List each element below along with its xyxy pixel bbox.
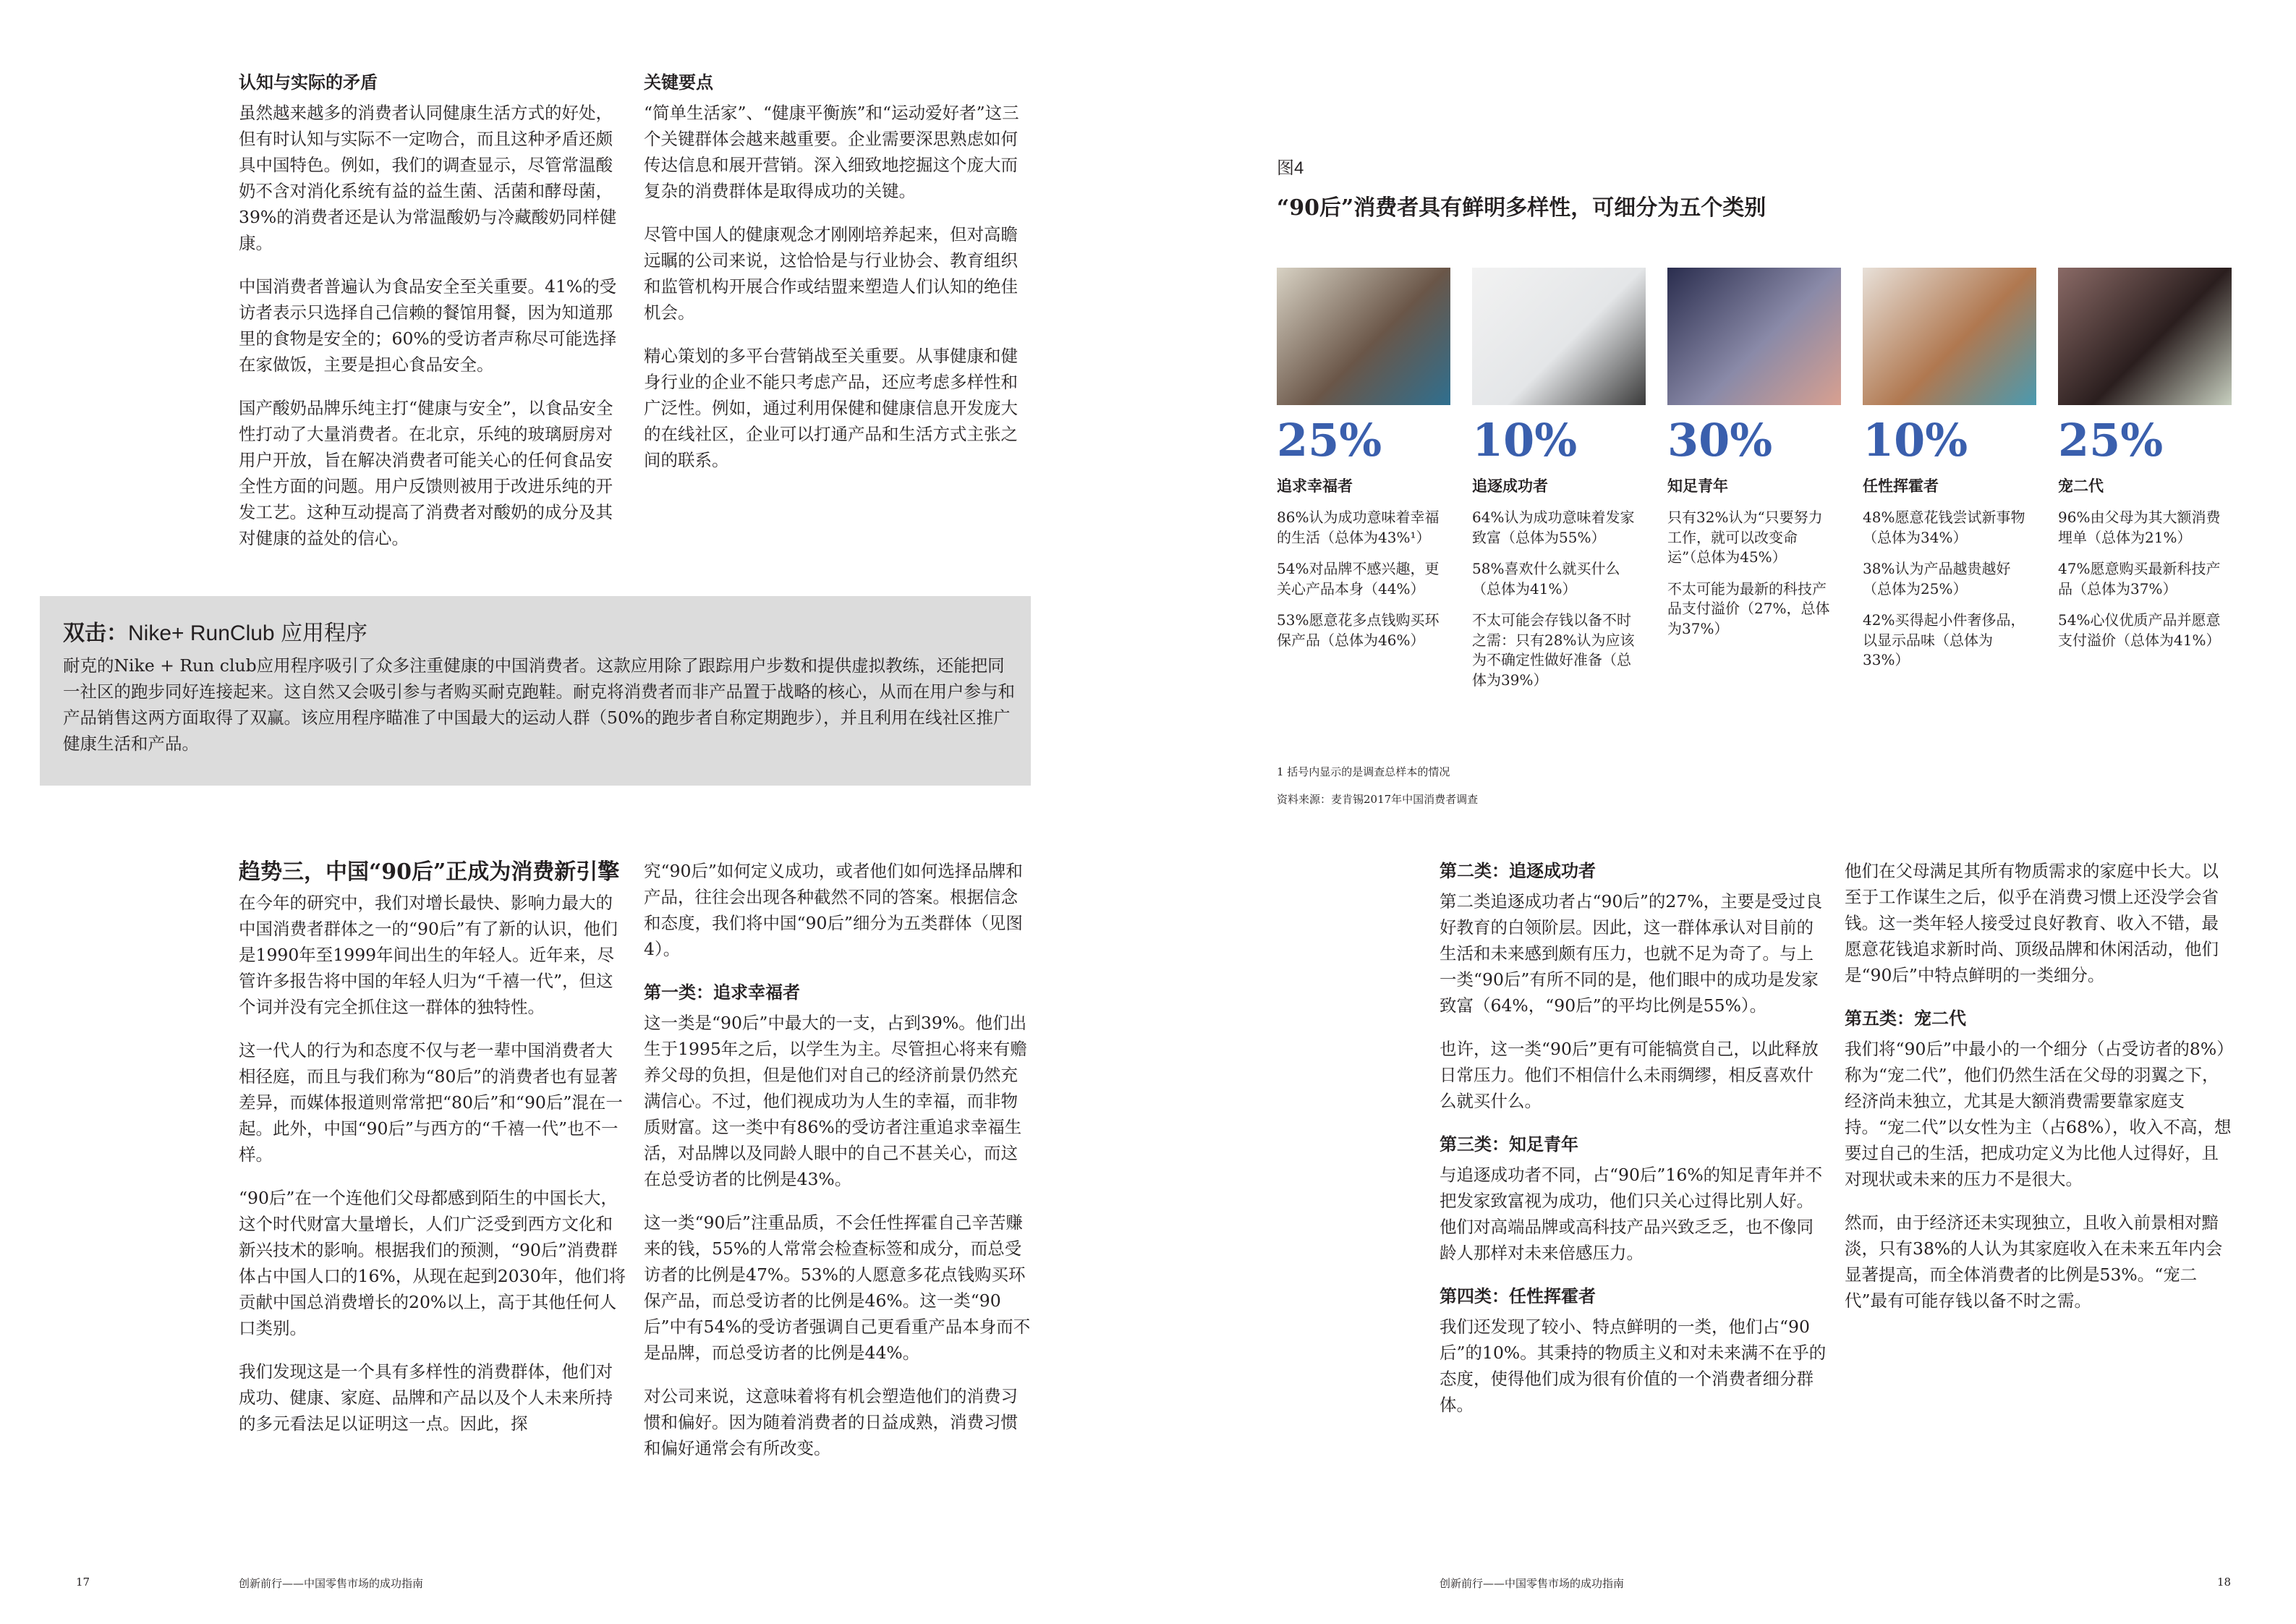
paragraph: 第二类追逐成功者占“90后”的27%，主要是受过良好教育的白领阶层。因此，这一群体承认对目前的生活和未来感到颇有压力，也就不足为奇了。与上一类“90后”有所不同的是，他们眼中的成功是发家致富（64%，“90后”的平均比例是55%）。	[1440, 891, 1823, 1016]
paragraph: 中国消费者普遍认为食品安全至关重要。41%的受访者表示只选择自己信赖的餐馆用餐，因为知道那里的食物是安全的；60%的受访者声称尽可能选择在家做饭，主要是担心食品安全。	[239, 276, 617, 375]
figure-title: “90后”消费者具有鲜明多样性，可细分为五个类别	[1277, 195, 1766, 221]
section-heading: 认知与实际的矛盾	[239, 72, 378, 93]
segment-column	[1277, 268, 1450, 650]
segment-stat: 47%愿意购买最新科技产品（总体为37%）	[2058, 560, 2221, 598]
paragraph: 这一类是“90后”中最大的一支，占到39%。他们出生于1995年之后，以学生为主。尽管担心将来有赡养父母的负担，但是他们对自己的经济前景仍然充满信心。不过，他们视成功为人生的幸福，而非物质财富。这一类中有86%的受访者注重追求幸福生活，对品牌以及同龄人眼中的自己不甚关心，而这在总受访者的比例是43%。	[644, 1013, 1027, 1189]
segment-name: 追逐成功者	[1472, 477, 1548, 495]
segment-stat: 38%认为产品越贵越好（总体为25%）	[1863, 560, 2011, 598]
figure-footnote: 1 括号内显示的是调查总样本的情况	[1277, 765, 1450, 778]
segment-column	[1667, 268, 1841, 639]
section-trend-three-cont	[644, 858, 1034, 1479]
subsection-heading: 第三类：知足青年	[1440, 1134, 1578, 1155]
paragraph: 这一代人的行为和态度不仅与老一辈中国消费者大相径庭，而且与我们称为“80后”的消费者也有显著差异，而媒体报道则常常把“80后”和“90后”混在一起。此外，中国“90后”与西方的“千禧一代”也不一样。	[239, 1040, 623, 1165]
segment-percent: 30%	[1667, 414, 1773, 467]
segment-photo	[1667, 268, 1841, 405]
callout-title-prefix: 双击：	[63, 621, 128, 646]
segment-name: 任性挥霍者	[1863, 477, 1939, 495]
segment-name: 知足青年	[1667, 477, 1728, 495]
segment-stat: 54%心仪优质产品并愿意支付溢价（总体为41%）	[2058, 611, 2221, 649]
figure-source: 资料来源：麦肯锡2017年中国消费者调查	[1277, 793, 1479, 806]
paragraph: 这一类“90后”注重品质，不会任性挥霍自己辛苦赚来的钱，55%的人常常会检查标签和成分，而总受访者的比例是47%。53%的人愿意多花点钱购买环保产品，而总受访者的比例是46%。这一类“90后”中有54%的受访者强调自己更看重产品本身而不是品牌，而总受访者的比例是44%。	[644, 1212, 1031, 1363]
section-key-points	[644, 69, 1034, 490]
paragraph: 也许，这一类“90后”更有可能犒赏自己，以此释放日常压力。他们不相信什么未雨绸缪，相反喜欢什么就买什么。	[1440, 1039, 1819, 1111]
segment-name: 宠二代	[2058, 477, 2104, 495]
section-perception-vs-reality	[239, 69, 629, 569]
callout-title-main: Nike+ RunClub 应用程序	[128, 621, 367, 645]
subsection-heading: 第四类：任性挥霍者	[1440, 1285, 1596, 1306]
segment-stat: 48%愿意花钱尝试新事物（总体为34%）	[1863, 509, 2025, 546]
segment-percent: 25%	[1277, 414, 1382, 467]
paragraph: 我们发现这是一个具有多样性的消费群体，他们对成功、健康、家庭、品牌和产品以及个人未来所持的多元看法足以证明这一点。因此，探	[239, 1361, 613, 1434]
segment-stat: 86%认为成功意味着幸福的生活（总体为43%¹）	[1277, 509, 1440, 546]
section-trend-three	[239, 858, 629, 1454]
callout-box-nike	[40, 596, 1031, 786]
paragraph: 我们将“90后”中最小的一个细分（占受访者的8%）称为“宠二代”，他们仍然生活在父母的羽翼之下，经济尚未独立，尤其是大额消费需要靠家庭支持。“宠二代”以女性为主（占68%），收入不高，想要过自己的生活，把成功定义为比他人过得好，且对现状或未来的压力不是很大。	[1845, 1039, 2234, 1189]
segment-percent: 10%	[1863, 414, 1968, 467]
segment-percent: 25%	[2058, 414, 2164, 467]
segment-column	[1863, 268, 2036, 671]
paragraph: 尽管中国人的健康观念才刚刚培养起来，但对高瞻远瞩的公司来说，这恰恰是与行业协会、教育组织和监管机构开展合作或结盟来塑造人们认知的绝佳机会。	[644, 224, 1018, 323]
segment-stat: 42%买得起小件奢侈品，以显示品味（总体为33%）	[1863, 611, 2025, 668]
segment-photo	[1472, 268, 1646, 405]
subsection-heading: 第一类：追求幸福者	[644, 982, 800, 1003]
paragraph: 国产酸奶品牌乐纯主打“健康与安全”，以食品安全性打动了大量消费者。在北京，乐纯的玻璃厨房对用户开放，旨在解决消费者可能关心的任何食品安全性方面的问题。用户反馈则被用于改进乐纯的开发工艺。这种互动提高了消费者对酸奶的成分及其对健康的益处的信心。	[239, 398, 613, 548]
segment-photo	[2058, 268, 2232, 405]
segment-column	[2058, 268, 2232, 650]
segment-stat: 58%喜欢什么就买什么（总体为41%）	[1472, 560, 1620, 598]
page-number: 17	[76, 1576, 90, 1589]
paragraph: 与追逐成功者不同，占“90后”16%的知足青年并不把发家致富视为成功，他们只关心过得比别人好。他们对高端品牌或高科技产品兴致乏乏，也不像同龄人那样对未来倍感压力。	[1440, 1165, 1823, 1263]
section-types-2-4	[1440, 858, 1830, 1435]
paragraph: 然而，由于经济还未实现独立，且收入前景相对黯淡，只有38%的人认为其家庭收入在未来五年内会显著提高，而全体消费者的比例是53%。“宠二代”最有可能存钱以备不时之需。	[1845, 1212, 2223, 1311]
segment-stat: 只有32%认为“只要努力工作，就可以改变命运”（总体为45%）	[1667, 509, 1823, 566]
segment-column	[1472, 268, 1646, 690]
segment-stat: 不太可能会存钱以备不时之需：只有28%认为应该为不确定性做好准备（总体为39%）	[1472, 611, 1635, 689]
figure-label: 图4	[1277, 158, 1304, 178]
paragraph: 虽然越来越多的消费者认同健康生活方式的好处，但有时认知与实际不一定吻合，而且这种矛盾还颇具中国特色。例如，我们的调查显示，尽管常温酸奶不含对消化系统有益的益生菌、活菌和酵母菌，39%的消费者还是认为常温酸奶与冷藏酸奶同样健康。	[239, 103, 617, 253]
section-type-5	[1845, 858, 2235, 1331]
footer-title: 创新前行——中国零售市场的成功指南	[1440, 1577, 1625, 1590]
paragraph: 我们还发现了较小、特点鲜明的一类，他们占“90后”的10%。其秉持的物质主义和对未来满不在乎的态度，使得他们成为很有价值的一个消费者细分群体。	[1440, 1317, 1827, 1415]
segment-stat: 53%愿意花多点钱购买环保产品（总体为46%）	[1277, 611, 1440, 649]
segment-stat: 64%认为成功意味着发家致富（总体为55%）	[1472, 509, 1635, 546]
paragraph: 究“90后”如何定义成功，或者他们如何选择品牌和产品，往往会出现各种截然不同的答案。根据信念和态度，我们将中国“90后”细分为五类群体（见图4）。	[644, 861, 1023, 959]
segment-stat: 96%由父母为其大额消费埋单（总体为21%）	[2058, 509, 2221, 546]
segment-name: 追求幸福者	[1277, 477, 1353, 495]
segment-percent: 10%	[1472, 414, 1578, 467]
subsection-heading: 第五类：宠二代	[1845, 1008, 1966, 1029]
callout-body: 耐克的Nike + Run club应用程序吸引了众多注重健康的中国消费者。这款应用除了跟踪用户步数和提供虚拟教练，还能把同一社区的跑步同好连接起来。这自然又会吸引参与者购买耐克跑鞋。耐克将消费者而非产品置于战略的核心，从而在用户参与和产品销售这两方面取得了双赢。该应用程序瞄准了中国最大的运动人群（50%的跑步者自称定期跑步），并且利用在线社区推广健康生活和产品。	[63, 655, 1015, 754]
footer-title: 创新前行——中国零售市场的成功指南	[239, 1577, 424, 1590]
paragraph: 对公司来说，这意味着将有机会塑造他们的消费习惯和偏好。因为随着消费者的日益成熟，消费习惯和偏好通常会有所改变。	[644, 1386, 1018, 1458]
segment-photo	[1277, 268, 1450, 405]
paragraph: “简单生活家”、“健康平衡族”和“运动爱好者”这三个关键群体会越来越重要。企业需要深思熟虑如何传达信息和展开营销。深入细致地挖掘这个庞大而复杂的消费群体是取得成功的关键。	[644, 103, 1019, 201]
segment-stat: 不太可能为最新的科技产品支付溢价（27%，总体为37%）	[1667, 579, 1830, 637]
callout-title	[63, 615, 367, 647]
section-heading: 关键要点	[644, 72, 713, 93]
subsection-heading: 第二类：追逐成功者	[1440, 860, 1596, 881]
page-number: 18	[2217, 1576, 2232, 1589]
segment-stat: 54%对品牌不感兴趣，更关心产品本身（44%）	[1277, 560, 1440, 598]
paragraph: 在今年的研究中，我们对增长最快、影响力最大的中国消费者群体之一的“90后”有了新的认识，他们是1990年至1999年间出生的年轻人。近年来，尽管许多报告将中国的年轻人归为“千禧一代”，但这个词并没有完全抓住这一群体的独特性。	[239, 893, 618, 1017]
paragraph: 他们在父母满足其所有物质需求的家庭中长大。以至于工作谋生之后，似乎在消费习惯上还没学会省钱。这一类年轻人接受过良好教育、收入不错，最愿意花钱追求新时尚、顶级品牌和休闲活动，他们是“90后”中特点鲜明的一类细分。	[1845, 861, 2219, 985]
section-heading: 趋势三，中国“90后”正成为消费新引擎	[239, 859, 620, 885]
paragraph: “90后”在一个连他们父母都感到陌生的中国长大，这个时代财富大量增长，人们广泛受到西方文化和新兴技术的影响。根据我们的预测，“90后”消费群体占中国人口的16%，从现在起到2030年，他们将贡献中国总消费增长的20%以上，高于其他任何人口类别。	[239, 1188, 626, 1338]
segment-photo	[1863, 268, 2036, 405]
paragraph: 精心策划的多平台营销战至关重要。从事健康和健身行业的企业不能只考虑产品，还应考虑多样性和广泛性。例如，通过利用保健和健康信息开发庞大的在线社区，企业可以打通产品和生活方式主张之间的联系。	[644, 346, 1018, 470]
